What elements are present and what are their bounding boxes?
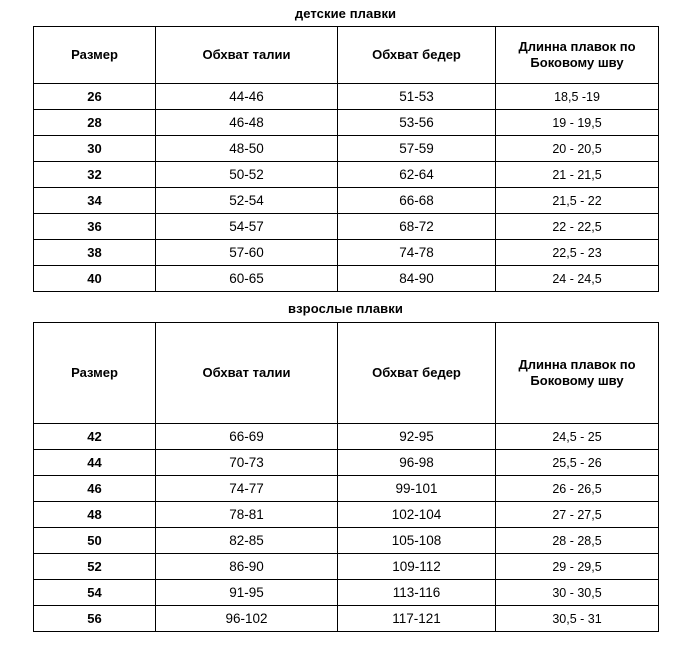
cell-waist: 74-77 (156, 476, 338, 502)
cell-size: 54 (34, 580, 156, 606)
cell-waist: 82-85 (156, 528, 338, 554)
cell-length: 24,5 - 25 (496, 424, 659, 450)
table-row (34, 110, 659, 136)
table-row (34, 580, 659, 606)
cell-length: 24 - 24,5 (496, 266, 659, 292)
cell-hips: 105-108 (338, 528, 496, 554)
cell-hips: 102-104 (338, 502, 496, 528)
table-row (34, 84, 659, 110)
cell-hips: 62-64 (338, 162, 496, 188)
column-header-hips: Обхват бедер (338, 323, 496, 424)
cell-size: 56 (34, 606, 156, 632)
table-row (34, 476, 659, 502)
cell-length: 27 - 27,5 (496, 502, 659, 528)
table-row (34, 424, 659, 450)
cell-length: 19 - 19,5 (496, 110, 659, 136)
cell-hips: 113-116 (338, 580, 496, 606)
cell-waist: 52-54 (156, 188, 338, 214)
cell-waist: 57-60 (156, 240, 338, 266)
cell-size: 38 (34, 240, 156, 266)
table-row (34, 606, 659, 632)
cell-waist: 44-46 (156, 84, 338, 110)
cell-hips: 96-98 (338, 450, 496, 476)
kids-section-title: детские плавки (294, 6, 397, 21)
cell-waist: 48-50 (156, 136, 338, 162)
cell-size: 32 (34, 162, 156, 188)
cell-hips: 57-59 (338, 136, 496, 162)
kids-size-table (33, 26, 659, 292)
cell-size: 30 (34, 136, 156, 162)
adults-size-table (33, 322, 659, 632)
table-row (34, 188, 659, 214)
cell-size: 28 (34, 110, 156, 136)
cell-hips: 51-53 (338, 84, 496, 110)
cell-size: 40 (34, 266, 156, 292)
table-row (34, 554, 659, 580)
column-header-size: Размер (34, 27, 156, 84)
cell-waist: 70-73 (156, 450, 338, 476)
cell-waist: 78-81 (156, 502, 338, 528)
adults-section-title: взрослые плавки (288, 301, 403, 316)
table-header-row (34, 27, 659, 84)
cell-waist: 54-57 (156, 214, 338, 240)
table-row (34, 450, 659, 476)
cell-hips: 74-78 (338, 240, 496, 266)
cell-waist: 96-102 (156, 606, 338, 632)
table-row (34, 240, 659, 266)
cell-waist: 60-65 (156, 266, 338, 292)
cell-waist: 66-69 (156, 424, 338, 450)
cell-hips: 117-121 (338, 606, 496, 632)
table-row (34, 136, 659, 162)
cell-length: 30,5 - 31 (496, 606, 659, 632)
cell-length: 18,5 -19 (496, 84, 659, 110)
table-row (34, 266, 659, 292)
table-row (34, 502, 659, 528)
cell-length: 30 - 30,5 (496, 580, 659, 606)
cell-hips: 66-68 (338, 188, 496, 214)
cell-waist: 50-52 (156, 162, 338, 188)
cell-hips: 53-56 (338, 110, 496, 136)
cell-size: 48 (34, 502, 156, 528)
cell-size: 34 (34, 188, 156, 214)
cell-length: 21,5 - 22 (496, 188, 659, 214)
cell-length: 22 - 22,5 (496, 214, 659, 240)
column-header-hips: Обхват бедер (338, 27, 496, 84)
cell-hips: 68-72 (338, 214, 496, 240)
cell-length: 21 - 21,5 (496, 162, 659, 188)
column-header-length: Длинна плавок по Боковому шву (496, 27, 659, 84)
table-row (34, 214, 659, 240)
column-header-length: Длинна плавок по Боковому шву (496, 323, 659, 424)
column-header-waist: Обхват талии (156, 323, 338, 424)
cell-waist: 91-95 (156, 580, 338, 606)
cell-hips: 109-112 (338, 554, 496, 580)
column-header-size: Размер (34, 323, 156, 424)
cell-waist: 46-48 (156, 110, 338, 136)
cell-hips: 99-101 (338, 476, 496, 502)
cell-size: 36 (34, 214, 156, 240)
table-row (34, 528, 659, 554)
cell-length: 25,5 - 26 (496, 450, 659, 476)
cell-waist: 86-90 (156, 554, 338, 580)
cell-length: 26 - 26,5 (496, 476, 659, 502)
cell-size: 46 (34, 476, 156, 502)
cell-hips: 92-95 (338, 424, 496, 450)
column-header-waist: Обхват талии (156, 27, 338, 84)
cell-length: 22,5 - 23 (496, 240, 659, 266)
table-header-row (34, 323, 659, 424)
cell-length: 20 - 20,5 (496, 136, 659, 162)
cell-size: 52 (34, 554, 156, 580)
cell-hips: 84-90 (338, 266, 496, 292)
cell-size: 50 (34, 528, 156, 554)
cell-length: 29 - 29,5 (496, 554, 659, 580)
cell-size: 42 (34, 424, 156, 450)
cell-size: 26 (34, 84, 156, 110)
cell-length: 28 - 28,5 (496, 528, 659, 554)
cell-size: 44 (34, 450, 156, 476)
table-row (34, 162, 659, 188)
